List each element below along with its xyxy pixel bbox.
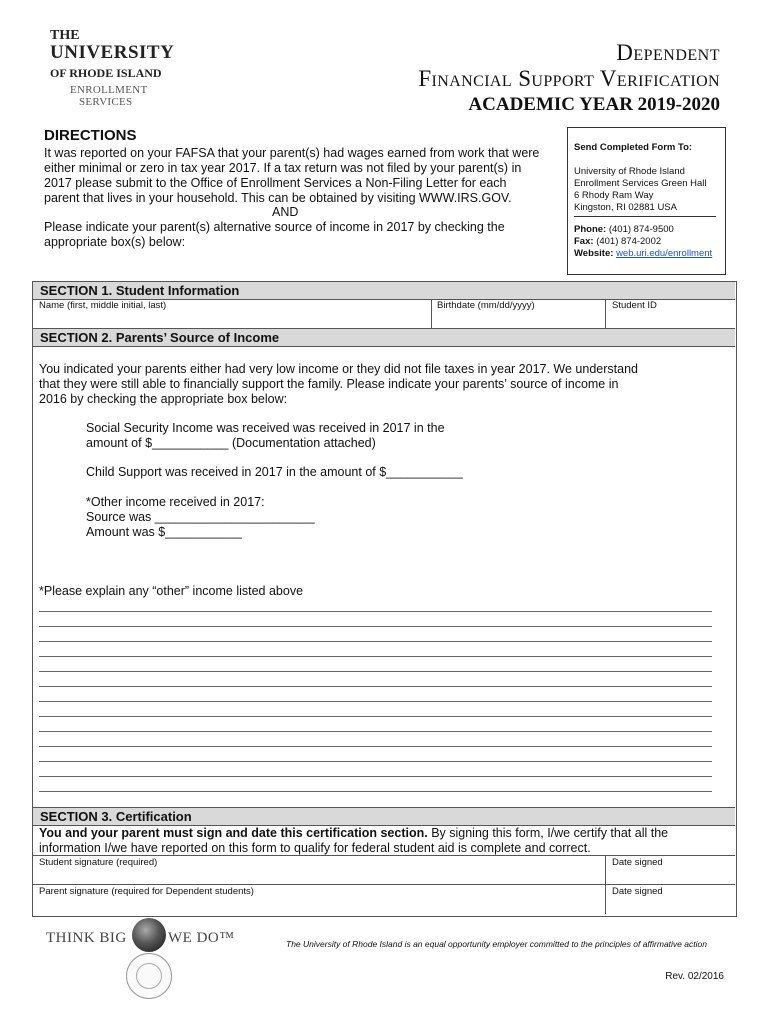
title-financial-support-verification: Financial Support Verification — [418, 66, 720, 91]
divider — [431, 299, 432, 328]
explain-writing-line[interactable] — [39, 746, 712, 747]
date-signed-label: Date signed — [612, 857, 663, 868]
certification-text-line1: You and your parent must sign and date this certification section. By signing this form, I/we certify that all the — [39, 826, 669, 840]
directions-line: 2017 please submit to the Office of Enrollment Services a Non-Filing Letter for each — [44, 176, 507, 190]
section2-header: SECTION 2. Parents’ Source of Income — [33, 328, 735, 347]
birthdate-field-label: Birthdate (mm/dd/yyyy) — [437, 300, 535, 311]
directions-line: It was reported on your FAFSA that your parent(s) had wages earned from work that were — [44, 146, 540, 160]
send-completed-form-box — [567, 127, 726, 275]
we-do-slogan: WE DO™ — [168, 930, 235, 946]
section2-intro-line: that they were still able to financially support the family. Please indicate your parents’ source of income in — [39, 377, 619, 391]
address-line: 6 Rhody Ram Way — [574, 190, 654, 201]
globe-icon — [132, 918, 166, 952]
other-income-checkbox[interactable] — [64, 497, 75, 508]
directions-and: AND — [272, 205, 299, 219]
fax-line: Fax: (401) 874-2002 — [574, 236, 662, 247]
logo-university: UNIVERSITY — [50, 42, 175, 63]
explain-writing-line[interactable] — [39, 791, 712, 792]
send-box-heading: Send Completed Form To: — [574, 142, 693, 153]
parent-signature-field[interactable] — [40, 899, 600, 913]
section1-header: SECTION 1. Student Information — [33, 281, 735, 300]
address-line: University of Rhode Island — [574, 166, 685, 177]
logo-the: THE — [50, 28, 80, 43]
parent-date-field[interactable] — [610, 899, 730, 913]
other-amount-line: Amount was $___________ — [86, 525, 242, 539]
explain-writing-line[interactable] — [39, 701, 712, 702]
explain-writing-line[interactable] — [39, 716, 712, 717]
child-support-option: Child Support was received in 2017 in the amount of $___________ — [86, 465, 463, 479]
date-signed-label: Date signed — [612, 886, 663, 897]
explain-writing-line[interactable] — [39, 776, 712, 777]
directions-heading: DIRECTIONS — [44, 127, 137, 144]
website-link[interactable]: web.uri.edu/enrollment — [616, 248, 713, 259]
ssi-checkbox[interactable] — [64, 423, 75, 434]
student-date-field[interactable] — [610, 870, 730, 884]
divider — [33, 884, 735, 885]
title-dependent: Dependent — [616, 40, 720, 65]
logo-services: SERVICES — [79, 96, 133, 108]
section2-intro-line: You indicated your parents either had very low income or they did not file taxes in year 2017. We understand — [39, 362, 638, 376]
explain-writing-line[interactable] — [39, 671, 712, 672]
phone-line: Phone: (401) 874-9500 — [574, 224, 674, 235]
explain-writing-line[interactable] — [39, 761, 712, 762]
directions-line: parent that lives in your household. This can be obtained by visiting WWW.IRS.GOV. — [44, 191, 512, 205]
directions-line: appropriate box(s) below: — [44, 235, 186, 249]
student-signature-label: Student signature (required) — [39, 857, 158, 868]
send-box-divider — [574, 216, 716, 217]
explain-writing-line[interactable] — [39, 626, 712, 627]
student-id-field-label: Student ID — [612, 300, 657, 311]
revision-date: Rev. 02/2016 — [665, 971, 724, 982]
explain-writing-line[interactable] — [39, 641, 712, 642]
equal-opportunity-statement: The University of Rhode Island is an equal opportunity employer committed to the principles of affirmative action — [286, 939, 707, 949]
student-signature-field[interactable] — [40, 870, 600, 884]
section3-header: SECTION 3. Certification — [33, 807, 735, 826]
directions-line: Please indicate your parent(s) alternative source of income in 2017 by checking the — [44, 220, 505, 234]
name-input[interactable] — [40, 314, 425, 327]
logo-enrollment: ENROLLMENT — [70, 84, 148, 96]
explain-other-label: *Please explain any “other” income listed above — [39, 584, 304, 598]
address-line: Kingston, RI 02881 USA — [574, 202, 677, 213]
divider — [33, 855, 735, 856]
explain-writing-line[interactable] — [39, 656, 712, 657]
certification-text-line2: information I/we have reported on this form to qualify for federal student aid is complete and correct. — [39, 841, 591, 855]
divider — [605, 299, 606, 328]
university-seal-icon — [126, 953, 172, 999]
logo-of-rhode-island: OF RHODE ISLAND — [50, 66, 162, 80]
explain-writing-line[interactable] — [39, 731, 712, 732]
ssi-option-line2: amount of $___________ (Documentation attached) — [86, 436, 376, 450]
address-line: Enrollment Services Green Hall — [574, 178, 707, 189]
title-academic-year: ACADEMIC YEAR 2019-2020 — [468, 94, 720, 115]
website-line: Website: web.uri.edu/enrollment — [574, 248, 713, 259]
parent-signature-label: Parent signature (required for Dependent students) — [39, 886, 254, 897]
other-income-option: *Other income received in 2017: — [86, 495, 265, 509]
child-support-checkbox[interactable] — [64, 467, 75, 478]
section2-intro-line: 2016 by checking the appropriate box below: — [39, 392, 288, 406]
explain-writing-line[interactable] — [39, 611, 712, 612]
ssi-option-line1: Social Security Income was received was received in 2017 in the — [86, 421, 445, 435]
student-id-input[interactable] — [610, 314, 730, 327]
directions-line: either minimal or zero in tax year 2017. If a tax return was not filed by your parent(s) in — [44, 161, 522, 175]
other-source-line: Source was _______________________ — [86, 510, 315, 524]
think-big-slogan: THINK BIG — [46, 930, 127, 946]
birthdate-input[interactable] — [436, 314, 601, 327]
explain-writing-line[interactable] — [39, 686, 712, 687]
name-field-label: Name (first, middle initial, last) — [39, 300, 167, 311]
